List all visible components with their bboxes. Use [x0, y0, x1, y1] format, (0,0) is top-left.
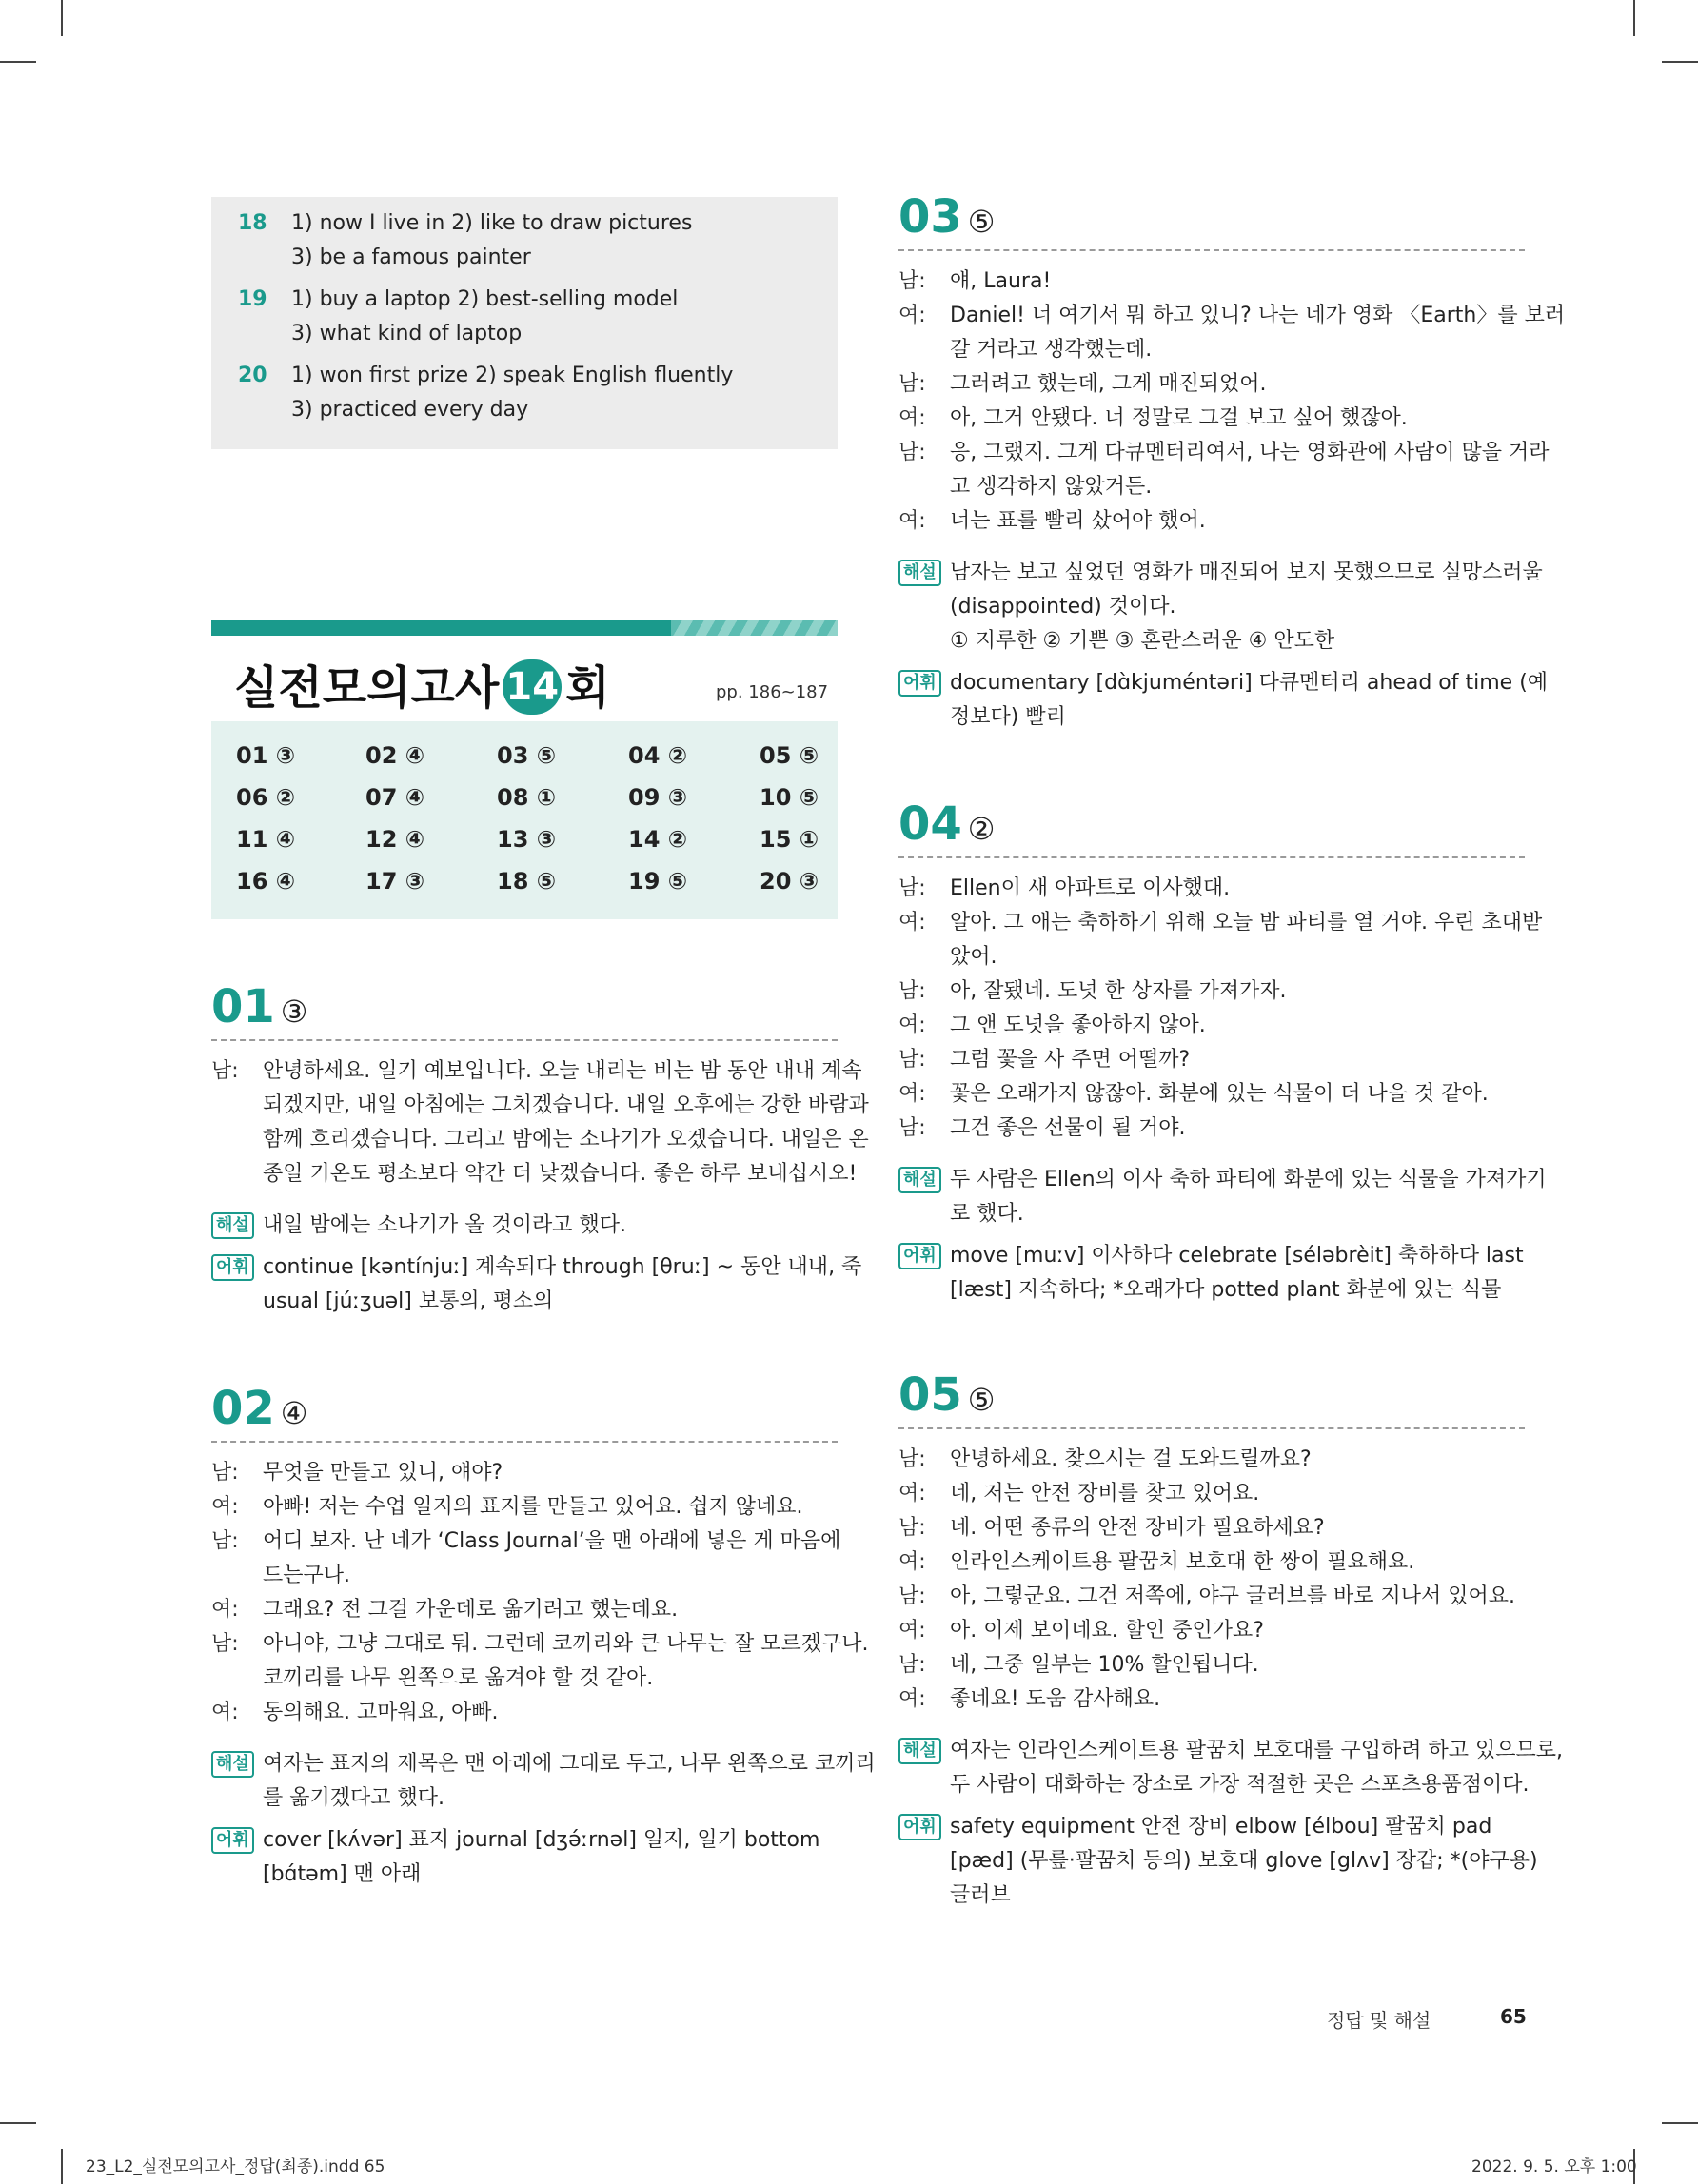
file-slug: 23_L2_실전모의고사_정답(최종).indd 65 [86, 2157, 385, 2176]
speaker-label: 여: [898, 911, 926, 935]
dialogue-line: 꽃은 오래가지 않잖아. 화분에 있는 식물이 더 나을 것 같아. [950, 1082, 1489, 1106]
dialogue-line: 네. 어떤 종류의 안전 장비가 필요하세요? [950, 1516, 1325, 1540]
dialogue-line: 함께 흐리겠습니다. 그리고 밤에는 소나기가 오겠습니다. 내일은 온 [263, 1128, 869, 1151]
vocabulary-text: [pæd] (무릎·팔꿈치 등의) 보호대 glove [glʌv] 장갑; *(야구용) [950, 1849, 1538, 1873]
crop-mark [61, 0, 63, 36]
speaker-label: 여: [898, 1619, 926, 1643]
speaker-label: 여: [898, 1482, 926, 1505]
answer-number: 19 [238, 287, 267, 311]
vocabulary-tag: 어휘 [898, 670, 941, 697]
speaker-label: 남: [898, 372, 926, 396]
explanation-text: 로 했다. [950, 1202, 1024, 1226]
explanation-text: ① 지루한 ② 기쁜 ③ 혼란스러운 ④ 안도한 [950, 629, 1335, 653]
question-answer: ⑤ [967, 204, 996, 240]
dialogue-line: 그건 좋은 선물이 될 거야. [950, 1116, 1186, 1140]
dialogue-line: 그러려고 했는데, 그게 매진되었어. [950, 372, 1267, 396]
test-title-text: 실전모의고사 [234, 661, 500, 715]
grid-answer: 01 ③ [236, 742, 296, 769]
test-title-suffix: 회 [565, 661, 610, 715]
question-number-text: 01 [211, 980, 275, 1033]
crop-mark [1662, 2122, 1698, 2124]
explanation-text: 여자는 인라인스케이트용 팔꿈치 보호대를 구입하려 하고 있으므로, [950, 1739, 1564, 1762]
speaker-label: 여: [898, 1550, 926, 1574]
question-answer: ④ [280, 1395, 308, 1431]
dashed-divider [211, 1039, 838, 1041]
dialogue-line: 응, 그랬지. 그게 다큐멘터리여서, 나는 영화관에 사람이 많을 거라 [950, 441, 1550, 464]
dialogue-line: 아니야, 그냥 그대로 둬. 그런데 코끼리와 큰 나무는 잘 모르겠구나. [263, 1632, 869, 1656]
explanation-text: 를 옮기겠다고 했다. [263, 1786, 444, 1810]
question-number [898, 190, 995, 244]
vocabulary-text: 글러브 [950, 1883, 1011, 1907]
question-number [898, 797, 995, 851]
dialogue-line: 되겠지만, 내일 아침에는 그치겠습니다. 내일 오후에는 강한 바람과 [263, 1093, 869, 1117]
answer-number: 20 [238, 364, 267, 387]
question-04 [898, 797, 1547, 1311]
speaker-label: 여: [898, 406, 926, 430]
crop-mark [61, 2149, 63, 2184]
vocabulary-tag: 어휘 [898, 1243, 941, 1269]
explanation-tag: 해설 [211, 1212, 254, 1239]
dialogue-line: 무엇을 만들고 있니, 얘야? [263, 1461, 503, 1485]
dialogue-line: 안녕하세요. 찾으시는 걸 도와드릴까요? [950, 1447, 1312, 1471]
vocabulary-text: move [muːv] 이사하다 celebrate [séləbrèit] 축하하다 last [950, 1244, 1524, 1268]
speaker-label: 여: [898, 509, 926, 533]
dialogue-line: 갈 거라고 생각했는데. [950, 338, 1153, 362]
page-number: 65 [1500, 2005, 1527, 2028]
question-answer: ⑤ [967, 1382, 996, 1418]
footer-section-label: 정답 및 해설 [1327, 2009, 1431, 2032]
vocabulary-text: [bɑ́təm] 맨 아래 [263, 1862, 422, 1886]
test-number-badge: 14 [503, 659, 562, 715]
dialogue-line: 어디 보자. 난 네가 ‘Class Journal’을 맨 아래에 넣은 게 마음에 [263, 1529, 841, 1553]
explanation-text: 내일 밤에는 소나기가 올 것이라고 했다. [263, 1213, 626, 1237]
grid-answer: 02 ④ [365, 742, 425, 769]
speaker-label: 남: [898, 1116, 926, 1140]
grid-answer: 20 ③ [760, 868, 819, 895]
dialogue-line: 얘, Laura! [950, 269, 1052, 293]
date-slug: 2022. 9. 5. 오후 1:00 [1471, 2157, 1637, 2176]
dashed-divider [211, 1441, 838, 1443]
dialogue-line: 드는구나. [263, 1564, 351, 1587]
speaker-label: 남: [898, 441, 926, 464]
speaker-label: 남: [898, 1447, 926, 1471]
speaker-label: 남: [898, 269, 926, 293]
dialogue-line: 아. 이제 보이네요. 할인 중인가요? [950, 1619, 1264, 1643]
question-03 [898, 190, 1566, 742]
explanation-tag: 해설 [898, 1167, 941, 1193]
dialogue-line: 좋네요! 도움 감사해요. [950, 1687, 1161, 1711]
explanation-tag: 해설 [898, 560, 941, 586]
speaker-label: 남: [211, 1461, 239, 1485]
dashed-divider [898, 856, 1525, 858]
vocabulary-text: [læst] 지속하다; *오래가다 potted plant 화분에 있는 식물 [950, 1278, 1502, 1302]
header-bar-pattern [671, 620, 838, 636]
question-05 [898, 1368, 1564, 1920]
question-number-text: 05 [898, 1368, 962, 1422]
question-01 [211, 980, 869, 1323]
vocabulary-text: safety equipment 안전 장비 elbow [élbou] 팔꿈치 pad [950, 1815, 1492, 1839]
vocabulary-tag: 어휘 [211, 1254, 254, 1281]
speaker-label: 남: [898, 1584, 926, 1608]
dashed-divider [898, 1427, 1525, 1429]
grid-answer: 03 ⑤ [497, 742, 557, 769]
grid-answer: 08 ① [497, 784, 557, 811]
answer-text: 3) what kind of laptop [291, 322, 523, 345]
answer-text: 3) practiced every day [291, 398, 529, 422]
grid-answer: 17 ③ [365, 868, 425, 895]
crop-mark [0, 2122, 36, 2124]
vocabulary-tag: 어휘 [898, 1814, 941, 1840]
grid-answer: 19 ⑤ [628, 868, 688, 895]
speaker-label: 남: [898, 1516, 926, 1540]
question-answer: ③ [280, 994, 308, 1030]
crop-mark [0, 61, 36, 63]
dialogue-line: 그 앤 도넛을 좋아하지 않아. [950, 1013, 1206, 1037]
dialogue-line: 너는 표를 빨리 샀어야 했어. [950, 509, 1206, 533]
explanation-text: 두 사람이 대화하는 장소로 가장 적절한 곳은 스포츠용품점이다. [950, 1773, 1530, 1797]
speaker-label: 여: [211, 1598, 239, 1622]
question-number [211, 1382, 307, 1435]
vocabulary-text: cover [kʌ́vər] 표지 journal [dʒə́ːrnəl] 일지, 일기 bottom [263, 1828, 820, 1852]
grid-answer: 07 ④ [365, 784, 425, 811]
vocabulary-text: usual [júːʒuəl] 보통의, 평소의 [263, 1289, 554, 1313]
answer-number: 18 [238, 211, 267, 235]
answer-grid [211, 721, 838, 919]
vocabulary-text: continue [kəntínjuː] 계속되다 through [θruː] ~ 동안 내내, 죽 [263, 1255, 862, 1279]
speaker-label: 여: [898, 1687, 926, 1711]
question-02 [211, 1382, 876, 1915]
speaker-label: 남: [211, 1632, 239, 1656]
crop-mark [1662, 61, 1698, 63]
explanation-text: 두 사람은 Ellen의 이사 축하 파티에 화분에 있는 식물을 가져가기 [950, 1168, 1547, 1191]
question-number-text: 04 [898, 797, 962, 851]
question-number [211, 980, 307, 1033]
dialogue-line: 네, 그중 일부는 10% 할인됩니다. [950, 1653, 1259, 1677]
question-answer: ② [967, 811, 996, 847]
grid-answer: 11 ④ [236, 826, 296, 853]
grid-answer: 05 ⑤ [760, 742, 819, 769]
dialogue-line: 아, 잘됐네. 도넛 한 상자를 가져가자. [950, 979, 1287, 1003]
grid-answer: 18 ⑤ [497, 868, 557, 895]
speaker-label: 여: [898, 1013, 926, 1037]
grid-answer: 14 ② [628, 826, 688, 853]
dialogue-line: 안녕하세요. 일기 예보입니다. 오늘 내리는 비는 밤 동안 내내 계속 [263, 1059, 862, 1083]
speaker-label: 여: [211, 1701, 239, 1724]
vocabulary-text: documentary [dɑ̀kjuméntəri] 다큐멘터리 ahead of time (예 [950, 671, 1549, 695]
test-title [234, 651, 610, 717]
dialogue-line: 인라인스케이트용 팔꿈치 보호대 한 쌍이 필요해요. [950, 1550, 1415, 1574]
dialogue-line: 알아. 그 애는 축하하기 위해 오늘 밤 파티를 열 거야. 우린 초대받 [950, 911, 1543, 935]
speaker-label: 남: [898, 979, 926, 1003]
explanation-text: 남자는 보고 싶었던 영화가 매진되어 보지 못했으므로 실망스러울 [950, 561, 1543, 584]
speaker-label: 남: [211, 1529, 239, 1553]
dialogue-line: 코끼리를 나무 왼쪽으로 옮겨야 할 것 같아. [263, 1666, 654, 1690]
speaker-label: 여: [898, 304, 926, 327]
question-number-text: 03 [898, 190, 962, 244]
vocabulary-text: 정보다) 빨리 [950, 705, 1066, 729]
explanation-text: 여자는 표지의 제목은 맨 아래에 그대로 두고, 나무 왼쪽으로 코끼리 [263, 1752, 876, 1776]
question-number-text: 02 [211, 1382, 275, 1435]
crop-mark [1633, 0, 1635, 36]
vocabulary-tag: 어휘 [211, 1827, 254, 1854]
page-range: pp. 186~187 [716, 682, 829, 702]
speaker-label: 남: [898, 876, 926, 900]
grid-answer: 13 ③ [497, 826, 557, 853]
explanation-tag: 해설 [898, 1738, 941, 1764]
dialogue-line: 고 생각하지 않았거든. [950, 475, 1153, 499]
dialogue-line: Ellen이 새 아파트로 이사했대. [950, 876, 1231, 900]
dialogue-line: 았어. [950, 945, 997, 969]
dialogue-line: 네, 저는 안전 장비를 찾고 있어요. [950, 1482, 1260, 1505]
speaker-label: 남: [898, 1653, 926, 1677]
dialogue-line: 아, 그거 안됐다. 너 정말로 그걸 보고 싶어 했잖아. [950, 406, 1408, 430]
grid-answer: 15 ① [760, 826, 819, 853]
dialogue-line: 아, 그렇군요. 그건 저쪽에, 야구 글러브를 바로 지나서 있어요. [950, 1584, 1515, 1608]
grid-answer: 09 ③ [628, 784, 688, 811]
speaker-label: 남: [898, 1048, 926, 1072]
dialogue-line: 동의해요. 고마워요, 아빠. [263, 1701, 499, 1724]
dashed-divider [898, 249, 1525, 251]
dialogue-line: 종일 기온도 평소보다 약간 더 낮겠습니다. 좋은 하루 보내십시오! [263, 1162, 858, 1186]
speaker-label: 여: [898, 1082, 926, 1106]
answer-text: 3) be a famous painter [291, 246, 531, 269]
question-number [898, 1368, 995, 1422]
dialogue-line: 아빠! 저는 수업 일지의 표지를 만들고 있어요. 쉽지 않네요. [263, 1495, 803, 1519]
dialogue-line: Daniel! 너 여기서 뭐 하고 있니? 나는 네가 영화 〈Earth〉를 보러 [950, 304, 1566, 327]
dialogue-line: 그래요? 전 그걸 가운데로 옮기려고 했는데요. [263, 1598, 679, 1622]
grid-answer: 12 ④ [365, 826, 425, 853]
answer-text: 1) buy a laptop 2) best-selling model [291, 287, 679, 311]
explanation-tag: 해설 [211, 1751, 254, 1778]
grid-answer: 04 ② [628, 742, 688, 769]
grid-answer: 06 ② [236, 784, 296, 811]
speaker-label: 남: [211, 1059, 239, 1083]
speaker-label: 여: [211, 1495, 239, 1519]
previous-answers-box [211, 197, 838, 449]
answer-text: 1) now I live in 2) like to draw pictures [291, 211, 693, 235]
explanation-text: (disappointed) 것이다. [950, 595, 1176, 619]
grid-answer: 16 ④ [236, 868, 296, 895]
answer-text: 1) won first prize 2) speak English fluently [291, 364, 734, 387]
dialogue-line: 그럼 꽃을 사 주면 어떨까? [950, 1048, 1191, 1072]
grid-answer: 10 ⑤ [760, 784, 819, 811]
